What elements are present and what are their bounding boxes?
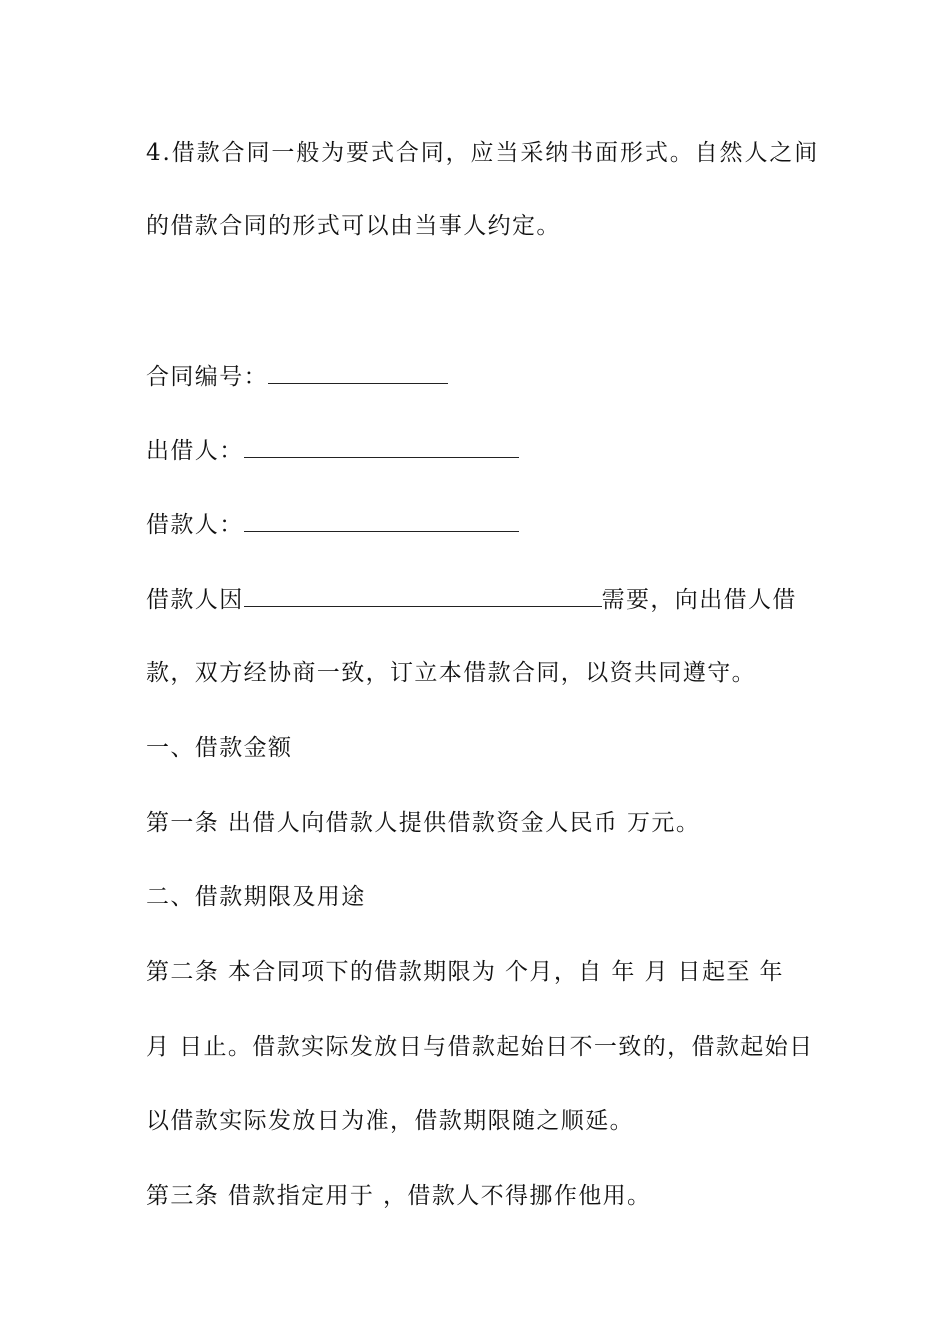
intro-line-2: 的借款合同的形式可以由当事人约定。 (146, 213, 561, 239)
lender-label: 出借人： (146, 438, 244, 464)
preamble-suffix: 需要，向出借人借 (601, 587, 797, 613)
lender-row (146, 435, 806, 466)
preamble-prefix: 借款人因 (146, 587, 244, 613)
article-1: 第一条 出借人向借款人提供借款资金人民币 万元。 (146, 810, 701, 836)
contract-number-row (146, 361, 806, 392)
contract-number-blank (268, 361, 448, 384)
purpose-blank (244, 584, 602, 607)
lender-blank (244, 435, 519, 458)
preamble-line-2: 款，双方经协商一致，订立本借款合同，以资共同遵守。 (146, 660, 756, 686)
section-1-heading: 一、借款金额 (146, 735, 293, 761)
article-2-line-2: 月 日止。借款实际发放日与借款起始日不一致的，借款起始日 (146, 1034, 814, 1060)
borrower-blank (244, 509, 519, 532)
borrower-row (146, 509, 806, 540)
contract-number-label: 合同编号： (146, 364, 268, 390)
borrower-label: 借款人： (146, 512, 244, 538)
article-2-line-3: 以借款实际发放日为准，借款期限随之顺延。 (146, 1108, 634, 1134)
section-2-heading: 二、借款期限及用途 (146, 884, 366, 910)
article-3: 第三条 借款指定用于 ，借款人不得挪作他用。 (146, 1183, 652, 1209)
article-2-line-1: 第二条 本合同项下的借款期限为 个月，自 年 月 日起至 年 (146, 959, 784, 985)
intro-text-1: 4.借款合同一般为要式合同，应当采纳书面形式。自然人之间 (146, 140, 820, 166)
intro-line-1 (146, 138, 820, 168)
preamble-line-1 (146, 584, 806, 615)
